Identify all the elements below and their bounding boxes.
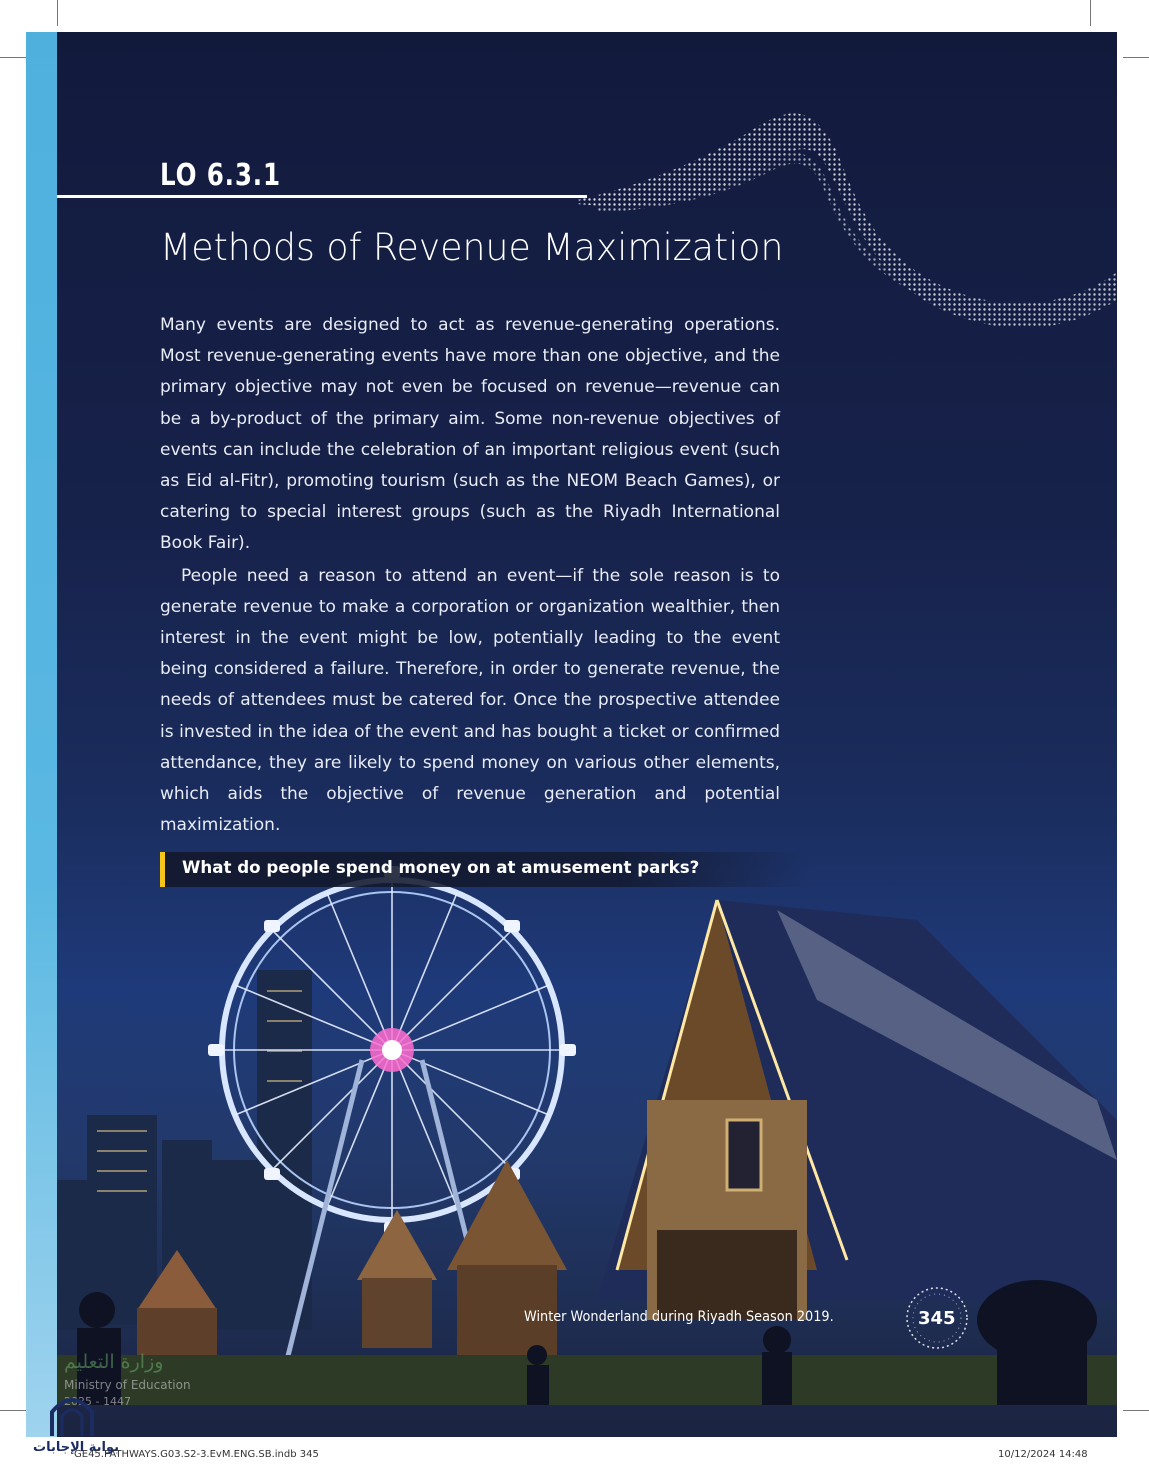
paragraph: Many events are designed to act as revenue-generating operations. Most revenue-generating events have more than one objective, and the primary objective may not even be focused on revenue—revenue can be a by-product of the primary aim. Some non-revenue objectives of events can include the celebration of an important religious event (such as Eid al-Fitr), promoting tourism (such as the NEOM Beach Games), or catering to special interest groups (such as the Riyadh International Book Fair). [160, 315, 780, 554]
ministry-watermark-year: 2025 - 1447 [64, 1395, 131, 1408]
page-number: 345 [918, 1308, 956, 1329]
site-logo-icon [44, 1392, 100, 1438]
ministry-watermark-english: Ministry of Education [64, 1378, 191, 1392]
page-title: Methods of Revenue Maximization [160, 226, 784, 269]
crop-mark [0, 57, 26, 58]
crop-mark [1123, 1410, 1149, 1411]
body-text [160, 310, 780, 841]
question-callout [160, 852, 810, 887]
print-slug-file: GE45.PATHWAYS.G03.S2-3.EvM.ENG.SB.indb 345 [74, 1449, 319, 1460]
question-text: What do people spend money on at amusement parks? [182, 858, 700, 878]
site-name: بوابة الإجابات [33, 1440, 119, 1455]
learning-objective-code: LO 6.3.1 [160, 158, 281, 193]
crop-mark [57, 0, 58, 26]
crop-mark [0, 1410, 26, 1411]
side-color-stripe [26, 32, 57, 1437]
print-slug-timestamp: 10/12/2024 14:48 [998, 1449, 1088, 1460]
paragraph: People need a reason to attend an event—if the sole reason is to generate revenue to make a corporation or organization wealthier, then interest in the event might be low, potentially leading to the event being considered a failure. Therefore, in order to generate revenue, the needs of attendees must be catered for. Once the prospective attendee is invested in the idea of the event and has bought a ticket or confirmed attendance, they are likely to spend money on various other elements, which aids the objective of revenue generation and potential maximization. [160, 565, 780, 836]
photo-caption: Winter Wonderland during Riyadh Season 2019. [524, 1309, 834, 1325]
chalet-house [597, 900, 1117, 1320]
ministry-watermark-arabic: وزارة التعليم [64, 1351, 164, 1373]
crop-mark [1090, 0, 1091, 26]
title-rule [57, 195, 587, 198]
crop-mark [1123, 57, 1149, 58]
